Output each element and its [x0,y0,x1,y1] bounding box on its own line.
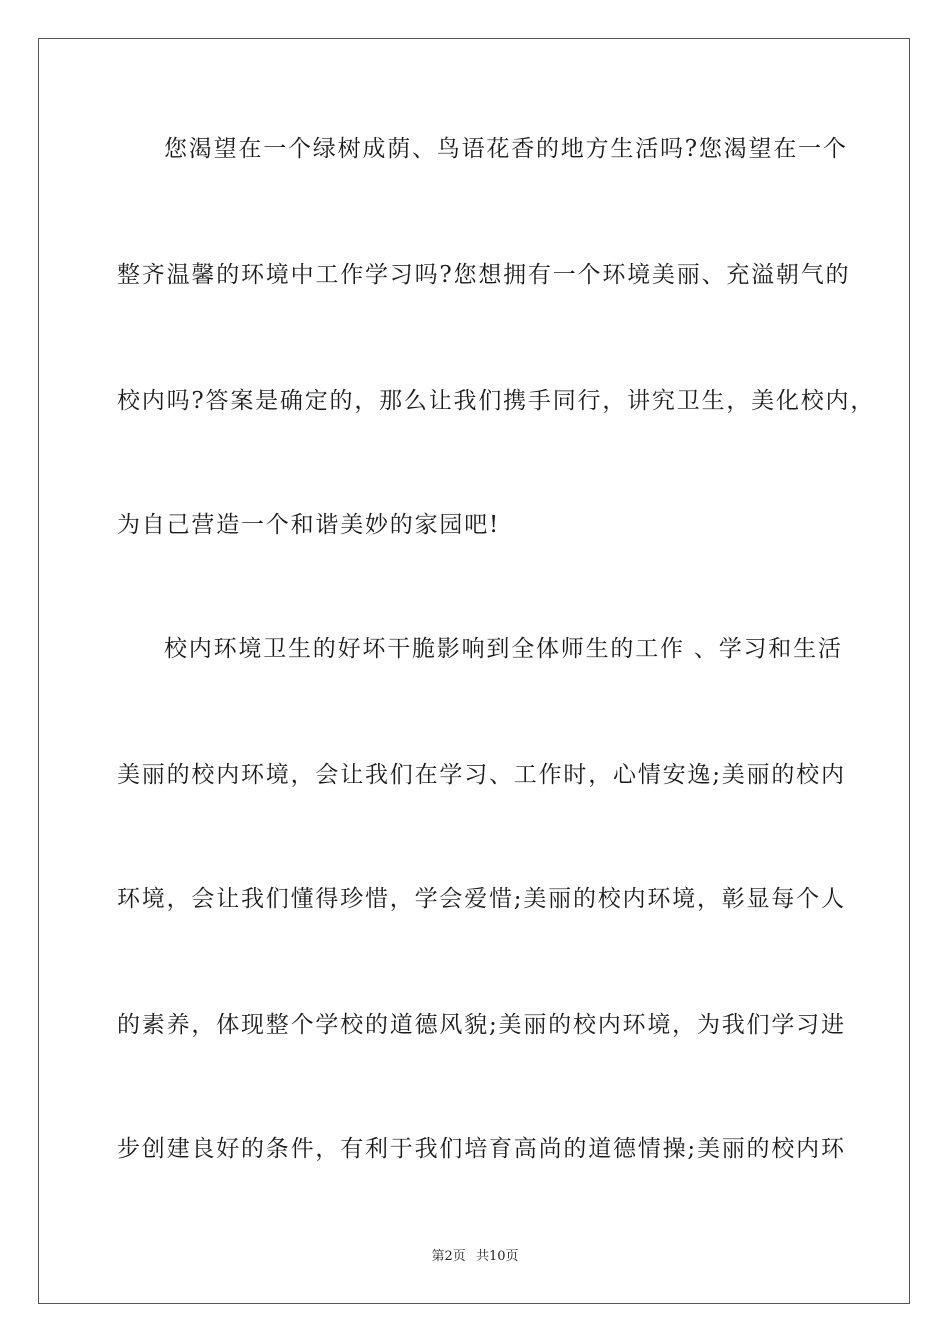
page-total: 共10页 [475,1249,519,1264]
paragraph-1-line-3: 校内吗?答案是确定的，那么让我们携手同行，讲究卫生，美化校内， [117,388,876,414]
paragraph-1-line-1: 您渴望在一个绿树成荫、鸟语花香的地方生活吗?您渴望在一个 [164,136,848,162]
page-number: 第2页 [431,1249,466,1264]
paragraph-1-line-4: 为自己营造一个和谐美妙的家园吧! [117,512,501,538]
paragraph-2-line-5: 步创建良好的条件，有利于我们培育高尚的道德情操;美丽的校内环 [117,1136,846,1162]
paragraph-2-line-2: 美丽的校内环境，会让我们在学习、工作时，心情安逸;美丽的校内 [117,762,846,788]
paragraph-1-line-2: 整齐温馨的环境中工作学习吗?您想拥有一个环境美丽、充溢朝气的 [117,262,851,288]
paragraph-2-line-4: 的素养，体现整个学校的道德风貌;美丽的校内环境，为我们学习进 [117,1012,846,1038]
page-footer [0,1248,950,1266]
page-border [38,38,910,1304]
paragraph-2-line-1: 校内环境卫生的好坏干脆影响到全体师生的工作 、学习和生活 [164,636,843,662]
paragraph-2-line-3: 环境，会让我们懂得珍惜，学会爱惜;美丽的校内环境，彰显每个人 [117,886,846,912]
